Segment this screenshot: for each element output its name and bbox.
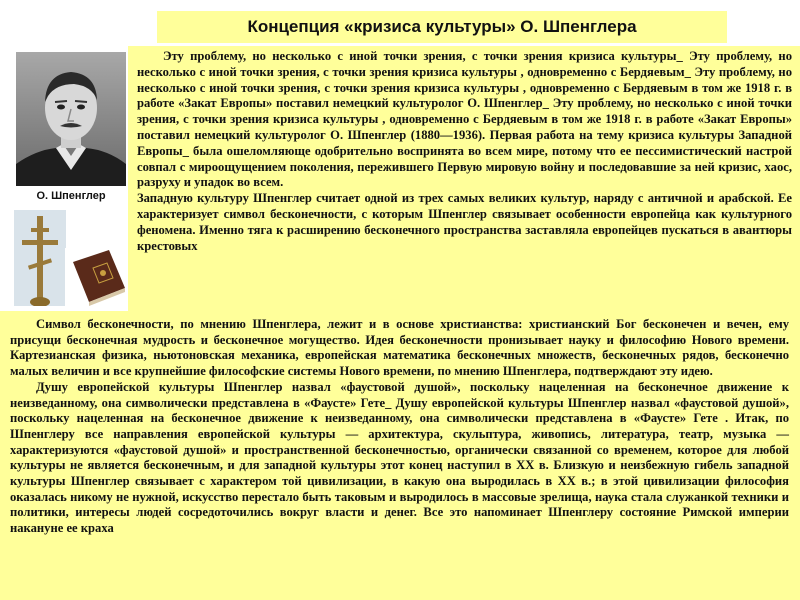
slide-title-text: Концепция «кризиса культуры» О. Шпенглера bbox=[247, 17, 637, 36]
orthodox-cross-image bbox=[14, 210, 66, 306]
slide-title bbox=[157, 11, 727, 43]
lower-text-block bbox=[0, 311, 800, 600]
book-image bbox=[65, 248, 129, 306]
spengler-portrait bbox=[16, 52, 126, 186]
upper-paragraph-2: Западную культуру Шпенглер считает одной из трех самых великих культур, наряду с античной и арабской. Ее характеризует символ бесконечности, с которым Шпенглер связывает особенности европейца как культурного феномена. Именно тяга к расширению бесконечного пространства заставляла европейцев пускаться в авантюры крестовых bbox=[137, 191, 792, 253]
upper-paragraph-1: Эту проблему, но несколько с иной точки зрения, с точки зрения кризиса культуры_ Эту проблему, но несколько с иной точки зрения, с точки зрения кризиса культуры , одновременно с Бердяевым_ Эту проблему, но несколько с иной точки зрения, с точки зрения кризиса культуры , одновременно с Бердяевым в том же 1918 г. в работе «Закат Европы» поставил немецкий культуролог О. Шпенглер_ Эту проблему, но несколько с иной точки зрения, с точки зрения кризиса культуры , одновременно с Бердяевым в том же 1918 г. в работе «Закат Европы» поставил немецкий культуролог О. Шпенглер (1880—1936). Первая работа на тему кризиса культуры Западной Европы_ была ошеломляюще одобрительно воспринята во всем мире, потому что ее пессимистический настрой совпал с мироощущением поколения, пережившего Первую мировую войну и последовавшие за ней кризис, хаос, разруху и упадок во всем. bbox=[137, 49, 792, 190]
upper-text bbox=[128, 46, 800, 254]
lower-paragraph-2: Душу европейской культуры Шпенглер назвал «фаустовой душой», поскольку нацеленная на бесконечное движение к неизведанному, она символически представлена в «Фаусте» Гете_ Душу европейской культуры Шпенглер назвал «фаустовой душой», поскольку нацеленная на бесконечное движение к неизведанному, она символически представлена в «Фаусте» Гете . Итак, по Шпенглеру все направления европейской культуры — архитектура, скульптура, живопись, литература, театр, музыка — характеризуются «фаустовой душой» и пространственной бесконечностью, органически связанной со временем, которое для любой культуры не является бесконечным, и для западной культуры этот конец наступил в XX в. Близкую и неизбежную гибель западной культуры Шпенглер связывает с характером той цивилизации, в какую она выродилась в XX в.; в этой цивилизации философия оказалась никому не нужной, искусство перестало быть таковым и выродилось в массовые зрелища, наука стала служанкой техники и политики, интересы людей сосредоточились вокруг власти и денег. Все это напоминает Шпенглеру состояние Римской империи накануне ее краха bbox=[10, 379, 789, 536]
lower-paragraph-1: Символ бесконечности, по мнению Шпенглера, лежит и в основе христианства: христианский Бог бесконечен и вечен, ему присущи бесконечная мудрость и бесконечное могущество. Идея бесконечности пронизывает науку и философию Нового времени. Картезианская физика, ньютоновская механика, европейская математика бесконечных множеств, бесконечных рядов, бесконечно малых величин и все крупнейшие философские системы Нового времени, по мнению Шпенглера, подтверждают эту идею. bbox=[10, 317, 789, 379]
portrait-caption: О. Шпенглер bbox=[36, 190, 106, 202]
lower-text bbox=[0, 311, 800, 537]
upper-text-block bbox=[128, 46, 800, 312]
